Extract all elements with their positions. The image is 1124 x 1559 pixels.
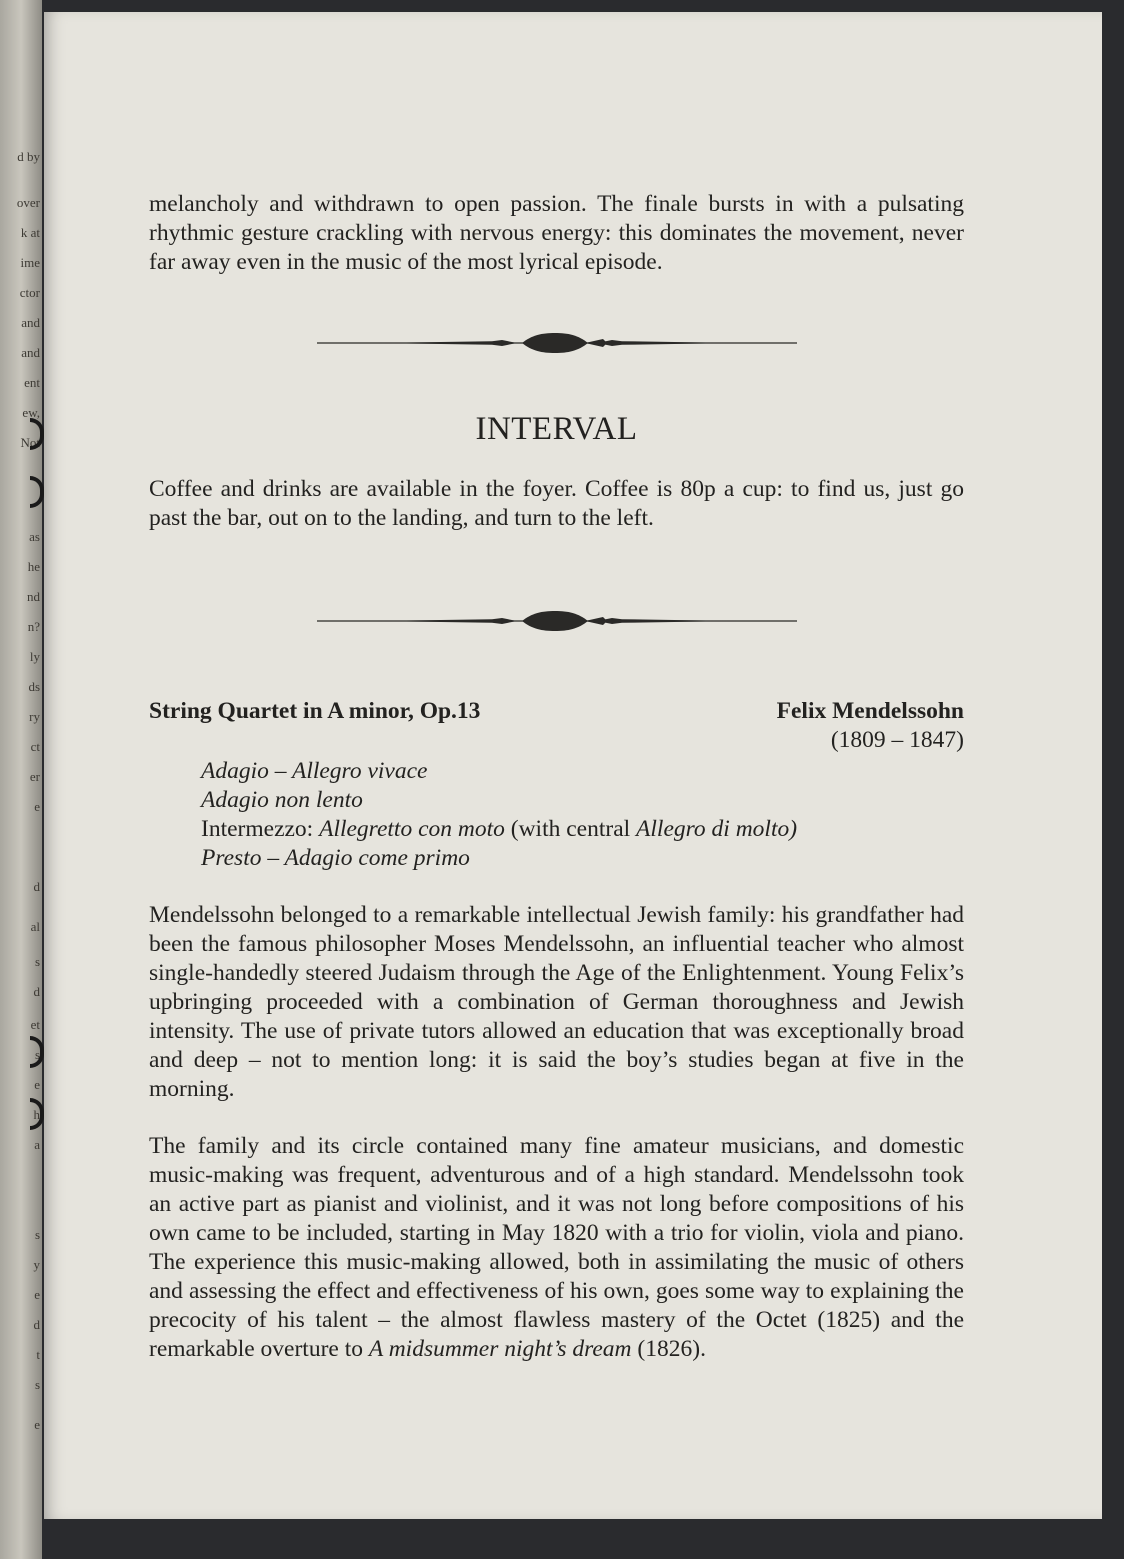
bleed-text: al xyxy=(30,919,40,934)
movement-3-label: Intermezzo: xyxy=(201,816,314,842)
movement-3 xyxy=(201,815,964,844)
interval-text: Coffee and drinks are available in the foyer. Coffee is 80p a cup: to find us, just go past the bar, out on to the landing, and turn to the left. xyxy=(149,476,964,531)
bleed-text: ry xyxy=(29,709,40,724)
bleed-text: and xyxy=(21,315,40,330)
bleed-text: e xyxy=(34,1077,40,1092)
movement-2-tempo: Adagio non lento xyxy=(201,787,363,813)
bleed-text: as xyxy=(29,529,40,544)
movement-3-note: (with central xyxy=(510,816,631,842)
bleed-text: d xyxy=(33,1317,40,1332)
bleed-text: a xyxy=(34,1137,40,1152)
bleed-text: n? xyxy=(27,619,40,634)
composer-name: Felix Mendelssohn xyxy=(776,698,964,724)
paragraph-3-ending: (1826). xyxy=(631,1336,706,1362)
ornament-divider-icon xyxy=(317,331,797,355)
bleed-text: ent xyxy=(24,375,40,390)
paragraph-3 xyxy=(149,1132,964,1364)
page-content xyxy=(149,190,964,1364)
bleed-text: s xyxy=(34,1227,40,1242)
bleed-text: e xyxy=(34,1417,40,1432)
bleed-text: ime xyxy=(20,255,40,270)
movement-1 xyxy=(201,757,964,786)
bleed-text: Not xyxy=(20,435,40,450)
bleed-text: d xyxy=(33,984,40,999)
bleed-text: he xyxy=(27,559,40,574)
movement-3-tempo: Allegretto con moto xyxy=(319,816,505,842)
bleed-text: and xyxy=(21,345,40,360)
work-title: String Quartet in A minor, Op.13 xyxy=(149,698,481,724)
bleed-text: d xyxy=(33,879,40,894)
bleed-text: ds xyxy=(28,679,40,694)
movement-3-central: Allegro di molto) xyxy=(636,816,798,842)
paragraph-3-work-title: A midsummer night’s dream xyxy=(368,1336,632,1362)
bleed-text: ew, xyxy=(22,405,40,420)
paragraph-2: Mendelssohn belonged to a remarkable intellectual Jewish family: his grandfather had been the famous philosopher Moses Mendelssohn, an influential teacher who almost single-handedly steered Judaism through the Age of the Enlightenment. Young Felix’s upbringing proceeded with a combination of German thoroughness and Jewish intensity. The use of private tutors allowed an education that was exceptionally broad and deep – not to mention long: it is said the boy’s studies began at five in the morning. xyxy=(149,902,964,1102)
bleed-text: over xyxy=(16,195,40,210)
bleed-text: s xyxy=(34,1377,40,1392)
bleed-text: e xyxy=(34,799,40,814)
bleed-text: d by xyxy=(17,149,40,164)
adjacent-page-edge xyxy=(0,0,42,1559)
bleed-text: k at xyxy=(20,225,40,240)
bleed-text: t xyxy=(36,1347,40,1362)
movement-4 xyxy=(201,844,964,873)
bleed-text: ly xyxy=(29,649,40,664)
intro-paragraph: melancholy and withdrawn to open passion. The finale bursts in with a pulsating rhythmic gesture crackling with nervous energy: this dominates the movement, never far away even in the music of the most lyrical episode. xyxy=(149,191,964,275)
ornament-divider-icon xyxy=(317,609,797,633)
bleed-text: ctor xyxy=(19,285,40,300)
composer-dates: (1809 – 1847) xyxy=(830,727,964,753)
paragraph-3-text: The family and its circle contained many fine amateur musicians, and domestic music-making was frequent, adventurous and of a high standard. Mendelssohn took an active part as pianist and violinist, and it was not long before compositions of his own came to be included, starting in May 1820 with a trio for violin, viola and piano. The experience this music-making allowed, both in assimilating the music of others and assessing the effect and effectiveness of his own, goes some way to explaining the precocity of his talent – the almost flawless mastery of the Octet (1825) and the remarkable overture to xyxy=(149,1133,964,1362)
bleed-text: er xyxy=(29,769,40,784)
bleed-text: e xyxy=(34,1287,40,1302)
bleed-text: s xyxy=(34,1047,40,1062)
movement-list xyxy=(201,757,964,873)
bleed-text: s xyxy=(34,954,40,969)
movement-4-tempo: Presto – Adagio come primo xyxy=(201,845,470,871)
interval-heading: INTERVAL xyxy=(475,411,638,447)
programme-page xyxy=(44,12,1102,1519)
movement-1-tempo: Adagio – Allegro vivace xyxy=(201,758,428,784)
bleed-text: ct xyxy=(30,739,40,754)
work-heading xyxy=(149,697,964,726)
bleed-text: h xyxy=(33,1107,40,1122)
bleed-text: y xyxy=(33,1257,40,1272)
bleed-text: nd xyxy=(27,589,40,604)
movement-2 xyxy=(201,786,964,815)
bleed-text: et xyxy=(30,1017,40,1032)
